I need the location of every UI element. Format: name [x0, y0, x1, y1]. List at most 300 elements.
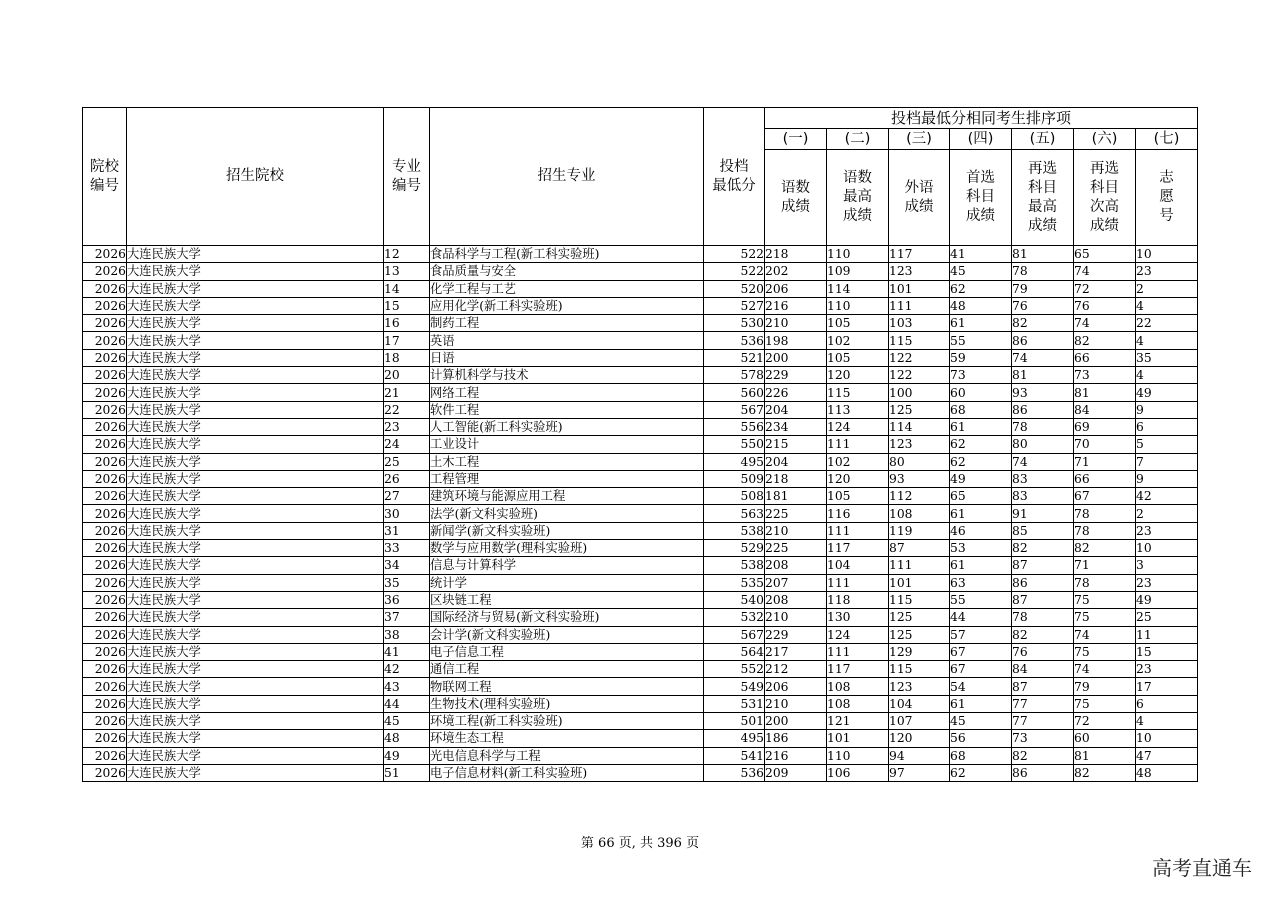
cell-school-code: 2026 [83, 661, 127, 678]
cell-preference-no: 7 [1136, 453, 1198, 470]
cell-second-subject-max: 78 [1012, 609, 1074, 626]
cell-school-code: 2026 [83, 574, 127, 591]
cell-second-subject-max: 82 [1012, 315, 1074, 332]
cell-major-name: 化学工程与工艺 [430, 280, 704, 297]
cell-major-name: 日语 [430, 349, 704, 366]
cell-school-name: 大连民族大学 [127, 470, 384, 487]
cell-major-code: 26 [384, 470, 430, 487]
cell-school-code: 2026 [83, 488, 127, 505]
cell-school-code: 2026 [83, 591, 127, 608]
cell-second-subject-max: 87 [1012, 678, 1074, 695]
cell-foreign-lang: 115 [889, 332, 950, 349]
cell-second-subject-max: 76 [1012, 643, 1074, 660]
cell-min-score: 531 [704, 695, 765, 712]
cell-school-name: 大连民族大学 [127, 453, 384, 470]
cell-chinese-math-max: 117 [827, 661, 889, 678]
cell-major-code: 36 [384, 591, 430, 608]
cell-min-score: 535 [704, 574, 765, 591]
cell-min-score: 529 [704, 540, 765, 557]
cell-second-subject-max: 77 [1012, 695, 1074, 712]
cell-second-subject-max: 78 [1012, 418, 1074, 435]
table-row [83, 522, 1198, 539]
cell-major-name: 电子信息材料(新工科实验班) [430, 764, 704, 781]
cell-chinese-math: 200 [765, 349, 827, 366]
cell-second-subject-next: 82 [1074, 764, 1136, 781]
cell-chinese-math: 226 [765, 384, 827, 401]
header-order-3: (三) [889, 129, 950, 150]
cell-chinese-math-max: 124 [827, 626, 889, 643]
cell-second-subject-max: 78 [1012, 263, 1074, 280]
header-order-4: (四) [950, 129, 1012, 150]
cell-min-score: 567 [704, 401, 765, 418]
table-row [83, 764, 1198, 781]
cell-major-name: 英语 [430, 332, 704, 349]
cell-school-name: 大连民族大学 [127, 280, 384, 297]
cell-first-subject: 45 [950, 263, 1012, 280]
cell-first-subject: 62 [950, 436, 1012, 453]
cell-min-score: 536 [704, 332, 765, 349]
cell-major-code: 14 [384, 280, 430, 297]
cell-second-subject-max: 82 [1012, 626, 1074, 643]
cell-chinese-math-max: 130 [827, 609, 889, 626]
cell-second-subject-next: 72 [1074, 280, 1136, 297]
cell-school-code: 2026 [83, 609, 127, 626]
cell-major-code: 25 [384, 453, 430, 470]
cell-preference-no: 4 [1136, 332, 1198, 349]
table-row [83, 661, 1198, 678]
cell-foreign-lang: 111 [889, 297, 950, 314]
cell-second-subject-next: 71 [1074, 557, 1136, 574]
table-row [83, 643, 1198, 660]
cell-first-subject: 61 [950, 695, 1012, 712]
cell-first-subject: 63 [950, 574, 1012, 591]
cell-preference-no: 25 [1136, 609, 1198, 626]
cell-preference-no: 2 [1136, 505, 1198, 522]
cell-school-name: 大连民族大学 [127, 557, 384, 574]
cell-preference-no: 10 [1136, 540, 1198, 557]
cell-major-code: 21 [384, 384, 430, 401]
table-row [83, 505, 1198, 522]
cell-major-name: 软件工程 [430, 401, 704, 418]
cell-second-subject-next: 67 [1074, 488, 1136, 505]
cell-chinese-math: 181 [765, 488, 827, 505]
cell-school-code: 2026 [83, 695, 127, 712]
cell-foreign-lang: 80 [889, 453, 950, 470]
cell-foreign-lang: 94 [889, 747, 950, 764]
cell-second-subject-next: 74 [1074, 315, 1136, 332]
cell-second-subject-next: 75 [1074, 591, 1136, 608]
cell-second-subject-max: 85 [1012, 522, 1074, 539]
cell-school-code: 2026 [83, 246, 127, 263]
cell-major-code: 24 [384, 436, 430, 453]
admission-table [82, 107, 1198, 782]
cell-min-score: 536 [704, 764, 765, 781]
cell-min-score: 495 [704, 730, 765, 747]
page-footer: 第 66 页, 共 396 页 [580, 836, 700, 851]
cell-chinese-math: 208 [765, 557, 827, 574]
cell-second-subject-next: 74 [1074, 626, 1136, 643]
cell-second-subject-max: 77 [1012, 713, 1074, 730]
cell-major-name: 信息与计算科学 [430, 557, 704, 574]
cell-chinese-math-max: 120 [827, 367, 889, 384]
cell-major-code: 38 [384, 626, 430, 643]
table-row [83, 470, 1198, 487]
cell-chinese-math-max: 118 [827, 591, 889, 608]
cell-school-name: 大连民族大学 [127, 401, 384, 418]
cell-preference-no: 22 [1136, 315, 1198, 332]
cell-second-subject-max: 86 [1012, 401, 1074, 418]
cell-second-subject-max: 83 [1012, 488, 1074, 505]
cell-second-subject-next: 75 [1074, 609, 1136, 626]
cell-preference-no: 9 [1136, 470, 1198, 487]
table-row [83, 418, 1198, 435]
cell-major-code: 15 [384, 297, 430, 314]
cell-major-name: 环境工程(新工科实验班) [430, 713, 704, 730]
cell-school-code: 2026 [83, 764, 127, 781]
cell-chinese-math-max: 111 [827, 522, 889, 539]
table-row [83, 557, 1198, 574]
header-sub-col-2: 语数 最高 成绩 [827, 150, 889, 246]
cell-major-code: 18 [384, 349, 430, 366]
cell-first-subject: 60 [950, 384, 1012, 401]
cell-min-score: 549 [704, 678, 765, 695]
cell-min-score: 564 [704, 643, 765, 660]
cell-school-name: 大连民族大学 [127, 418, 384, 435]
cell-chinese-math: 225 [765, 505, 827, 522]
cell-major-name: 通信工程 [430, 661, 704, 678]
cell-chinese-math: 215 [765, 436, 827, 453]
cell-school-code: 2026 [83, 280, 127, 297]
cell-second-subject-next: 72 [1074, 713, 1136, 730]
cell-chinese-math: 216 [765, 747, 827, 764]
cell-school-name: 大连民族大学 [127, 643, 384, 660]
header-sub-col-1: 语数 成绩 [765, 150, 827, 246]
cell-major-name: 工程管理 [430, 470, 704, 487]
header-school-name: 招生院校 [127, 108, 384, 246]
cell-major-code: 17 [384, 332, 430, 349]
cell-min-score: 567 [704, 626, 765, 643]
cell-chinese-math-max: 109 [827, 263, 889, 280]
cell-chinese-math: 198 [765, 332, 827, 349]
cell-second-subject-next: 82 [1074, 332, 1136, 349]
cell-school-name: 大连民族大学 [127, 695, 384, 712]
cell-first-subject: 48 [950, 297, 1012, 314]
header-school-code: 院校 编号 [83, 108, 127, 246]
cell-foreign-lang: 111 [889, 557, 950, 574]
cell-foreign-lang: 101 [889, 280, 950, 297]
cell-foreign-lang: 101 [889, 574, 950, 591]
cell-school-name: 大连民族大学 [127, 764, 384, 781]
cell-major-code: 27 [384, 488, 430, 505]
cell-school-code: 2026 [83, 263, 127, 280]
cell-second-subject-max: 93 [1012, 384, 1074, 401]
cell-chinese-math-max: 105 [827, 349, 889, 366]
cell-foreign-lang: 122 [889, 349, 950, 366]
cell-major-name: 人工智能(新工科实验班) [430, 418, 704, 435]
cell-foreign-lang: 97 [889, 764, 950, 781]
cell-foreign-lang: 103 [889, 315, 950, 332]
header-sub-col-5: 再选 科目 最高 成绩 [1012, 150, 1074, 246]
cell-chinese-math: 200 [765, 713, 827, 730]
cell-major-name: 数学与应用数学(理科实验班) [430, 540, 704, 557]
cell-chinese-math-max: 102 [827, 332, 889, 349]
cell-chinese-math: 206 [765, 678, 827, 695]
cell-preference-no: 49 [1136, 591, 1198, 608]
cell-first-subject: 59 [950, 349, 1012, 366]
cell-first-subject: 65 [950, 488, 1012, 505]
cell-min-score: 527 [704, 297, 765, 314]
cell-foreign-lang: 125 [889, 401, 950, 418]
table-row [83, 349, 1198, 366]
cell-school-code: 2026 [83, 453, 127, 470]
cell-preference-no: 11 [1136, 626, 1198, 643]
cell-school-code: 2026 [83, 626, 127, 643]
cell-school-name: 大连民族大学 [127, 713, 384, 730]
cell-preference-no: 23 [1136, 522, 1198, 539]
table-row [83, 401, 1198, 418]
cell-second-subject-next: 74 [1074, 661, 1136, 678]
table-row [83, 246, 1198, 263]
cell-chinese-math-max: 113 [827, 401, 889, 418]
cell-school-name: 大连民族大学 [127, 574, 384, 591]
cell-school-name: 大连民族大学 [127, 730, 384, 747]
cell-school-code: 2026 [83, 747, 127, 764]
cell-school-code: 2026 [83, 643, 127, 660]
cell-foreign-lang: 100 [889, 384, 950, 401]
cell-preference-no: 15 [1136, 643, 1198, 660]
cell-chinese-math-max: 120 [827, 470, 889, 487]
table-row [83, 384, 1198, 401]
cell-major-name: 食品质量与安全 [430, 263, 704, 280]
cell-min-score: 538 [704, 557, 765, 574]
table-row [83, 695, 1198, 712]
cell-major-name: 物联网工程 [430, 678, 704, 695]
cell-chinese-math-max: 108 [827, 678, 889, 695]
cell-min-score: 560 [704, 384, 765, 401]
cell-chinese-math: 229 [765, 626, 827, 643]
cell-major-name: 食品科学与工程(新工科实验班) [430, 246, 704, 263]
cell-foreign-lang: 114 [889, 418, 950, 435]
cell-school-code: 2026 [83, 349, 127, 366]
cell-preference-no: 6 [1136, 695, 1198, 712]
cell-second-subject-max: 79 [1012, 280, 1074, 297]
cell-first-subject: 67 [950, 661, 1012, 678]
cell-school-name: 大连民族大学 [127, 505, 384, 522]
cell-school-code: 2026 [83, 678, 127, 695]
cell-preference-no: 23 [1136, 661, 1198, 678]
cell-school-name: 大连民族大学 [127, 488, 384, 505]
header-major-code: 专业 编号 [384, 108, 430, 246]
cell-preference-no: 35 [1136, 349, 1198, 366]
cell-school-code: 2026 [83, 315, 127, 332]
cell-min-score: 532 [704, 609, 765, 626]
cell-min-score: 508 [704, 488, 765, 505]
cell-school-code: 2026 [83, 713, 127, 730]
cell-second-subject-next: 78 [1074, 574, 1136, 591]
cell-first-subject: 55 [950, 332, 1012, 349]
cell-min-score: 501 [704, 713, 765, 730]
cell-chinese-math: 210 [765, 522, 827, 539]
cell-first-subject: 45 [950, 713, 1012, 730]
cell-major-code: 37 [384, 609, 430, 626]
cell-school-name: 大连民族大学 [127, 661, 384, 678]
cell-chinese-math: 218 [765, 470, 827, 487]
cell-preference-no: 4 [1136, 367, 1198, 384]
cell-second-subject-max: 84 [1012, 661, 1074, 678]
cell-major-name: 生物技术(理科实验班) [430, 695, 704, 712]
cell-min-score: 540 [704, 591, 765, 608]
cell-second-subject-max: 87 [1012, 591, 1074, 608]
cell-second-subject-max: 74 [1012, 453, 1074, 470]
cell-foreign-lang: 129 [889, 643, 950, 660]
cell-foreign-lang: 112 [889, 488, 950, 505]
cell-major-code: 20 [384, 367, 430, 384]
cell-second-subject-next: 82 [1074, 540, 1136, 557]
header-sub-col-6: 再选 科目 次高 成绩 [1074, 150, 1136, 246]
table-row [83, 367, 1198, 384]
cell-chinese-math: 225 [765, 540, 827, 557]
table-row [83, 540, 1198, 557]
cell-school-code: 2026 [83, 418, 127, 435]
cell-min-score: 522 [704, 246, 765, 263]
table-row [83, 609, 1198, 626]
cell-chinese-math-max: 124 [827, 418, 889, 435]
cell-second-subject-max: 86 [1012, 764, 1074, 781]
cell-foreign-lang: 125 [889, 626, 950, 643]
cell-min-score: 530 [704, 315, 765, 332]
cell-major-name: 工业设计 [430, 436, 704, 453]
cell-second-subject-next: 75 [1074, 643, 1136, 660]
cell-school-name: 大连民族大学 [127, 747, 384, 764]
cell-second-subject-max: 76 [1012, 297, 1074, 314]
table-row [83, 747, 1198, 764]
cell-major-code: 48 [384, 730, 430, 747]
cell-school-name: 大连民族大学 [127, 540, 384, 557]
cell-min-score: 556 [704, 418, 765, 435]
cell-school-code: 2026 [83, 367, 127, 384]
cell-chinese-math-max: 110 [827, 747, 889, 764]
cell-chinese-math-max: 110 [827, 246, 889, 263]
cell-preference-no: 4 [1136, 297, 1198, 314]
cell-major-code: 13 [384, 263, 430, 280]
cell-first-subject: 57 [950, 626, 1012, 643]
cell-foreign-lang: 93 [889, 470, 950, 487]
cell-major-code: 16 [384, 315, 430, 332]
cell-foreign-lang: 123 [889, 436, 950, 453]
cell-school-name: 大连民族大学 [127, 678, 384, 695]
cell-chinese-math-max: 117 [827, 540, 889, 557]
cell-min-score: 521 [704, 349, 765, 366]
cell-chinese-math: 216 [765, 297, 827, 314]
cell-second-subject-next: 81 [1074, 384, 1136, 401]
cell-foreign-lang: 122 [889, 367, 950, 384]
cell-second-subject-next: 69 [1074, 418, 1136, 435]
cell-chinese-math-max: 116 [827, 505, 889, 522]
cell-foreign-lang: 123 [889, 263, 950, 280]
cell-second-subject-next: 78 [1074, 505, 1136, 522]
cell-chinese-math-max: 105 [827, 488, 889, 505]
cell-school-code: 2026 [83, 436, 127, 453]
cell-chinese-math: 229 [765, 367, 827, 384]
watermark: 高考直通车 [1152, 856, 1252, 880]
cell-first-subject: 46 [950, 522, 1012, 539]
cell-first-subject: 56 [950, 730, 1012, 747]
cell-second-subject-next: 74 [1074, 263, 1136, 280]
cell-school-code: 2026 [83, 540, 127, 557]
cell-min-score: 495 [704, 453, 765, 470]
cell-preference-no: 49 [1136, 384, 1198, 401]
cell-second-subject-max: 82 [1012, 747, 1074, 764]
cell-first-subject: 68 [950, 747, 1012, 764]
cell-min-score: 509 [704, 470, 765, 487]
cell-school-name: 大连民族大学 [127, 626, 384, 643]
cell-major-code: 23 [384, 418, 430, 435]
cell-first-subject: 61 [950, 418, 1012, 435]
cell-min-score: 522 [704, 263, 765, 280]
cell-second-subject-max: 87 [1012, 557, 1074, 574]
table-row [83, 678, 1198, 695]
cell-school-code: 2026 [83, 470, 127, 487]
cell-chinese-math: 204 [765, 453, 827, 470]
cell-foreign-lang: 108 [889, 505, 950, 522]
cell-second-subject-max: 83 [1012, 470, 1074, 487]
table-row [83, 297, 1198, 314]
cell-preference-no: 2 [1136, 280, 1198, 297]
cell-preference-no: 10 [1136, 730, 1198, 747]
cell-second-subject-next: 73 [1074, 367, 1136, 384]
cell-chinese-math-max: 121 [827, 713, 889, 730]
cell-major-name: 网络工程 [430, 384, 704, 401]
table-row [83, 574, 1198, 591]
cell-chinese-math: 210 [765, 315, 827, 332]
cell-second-subject-next: 65 [1074, 246, 1136, 263]
cell-major-code: 44 [384, 695, 430, 712]
cell-first-subject: 73 [950, 367, 1012, 384]
cell-major-name: 区块链工程 [430, 591, 704, 608]
cell-first-subject: 53 [950, 540, 1012, 557]
cell-major-code: 49 [384, 747, 430, 764]
cell-chinese-math: 186 [765, 730, 827, 747]
cell-major-code: 33 [384, 540, 430, 557]
cell-second-subject-max: 74 [1012, 349, 1074, 366]
cell-chinese-math-max: 110 [827, 297, 889, 314]
cell-foreign-lang: 125 [889, 609, 950, 626]
cell-second-subject-next: 71 [1074, 453, 1136, 470]
cell-major-code: 41 [384, 643, 430, 660]
cell-chinese-math-max: 106 [827, 764, 889, 781]
cell-second-subject-max: 82 [1012, 540, 1074, 557]
cell-major-code: 12 [384, 246, 430, 263]
cell-first-subject: 61 [950, 557, 1012, 574]
cell-major-name: 会计学(新文科实验班) [430, 626, 704, 643]
cell-foreign-lang: 87 [889, 540, 950, 557]
cell-school-name: 大连民族大学 [127, 591, 384, 608]
cell-first-subject: 44 [950, 609, 1012, 626]
cell-major-name: 新闻学(新文科实验班) [430, 522, 704, 539]
table-row [83, 453, 1198, 470]
cell-second-subject-next: 75 [1074, 695, 1136, 712]
cell-major-code: 45 [384, 713, 430, 730]
cell-chinese-math-max: 115 [827, 384, 889, 401]
cell-chinese-math-max: 108 [827, 695, 889, 712]
cell-chinese-math-max: 104 [827, 557, 889, 574]
cell-major-name: 国际经济与贸易(新文科实验班) [430, 609, 704, 626]
cell-school-code: 2026 [83, 730, 127, 747]
cell-chinese-math-max: 102 [827, 453, 889, 470]
cell-school-code: 2026 [83, 505, 127, 522]
cell-school-name: 大连民族大学 [127, 367, 384, 384]
cell-chinese-math: 217 [765, 643, 827, 660]
